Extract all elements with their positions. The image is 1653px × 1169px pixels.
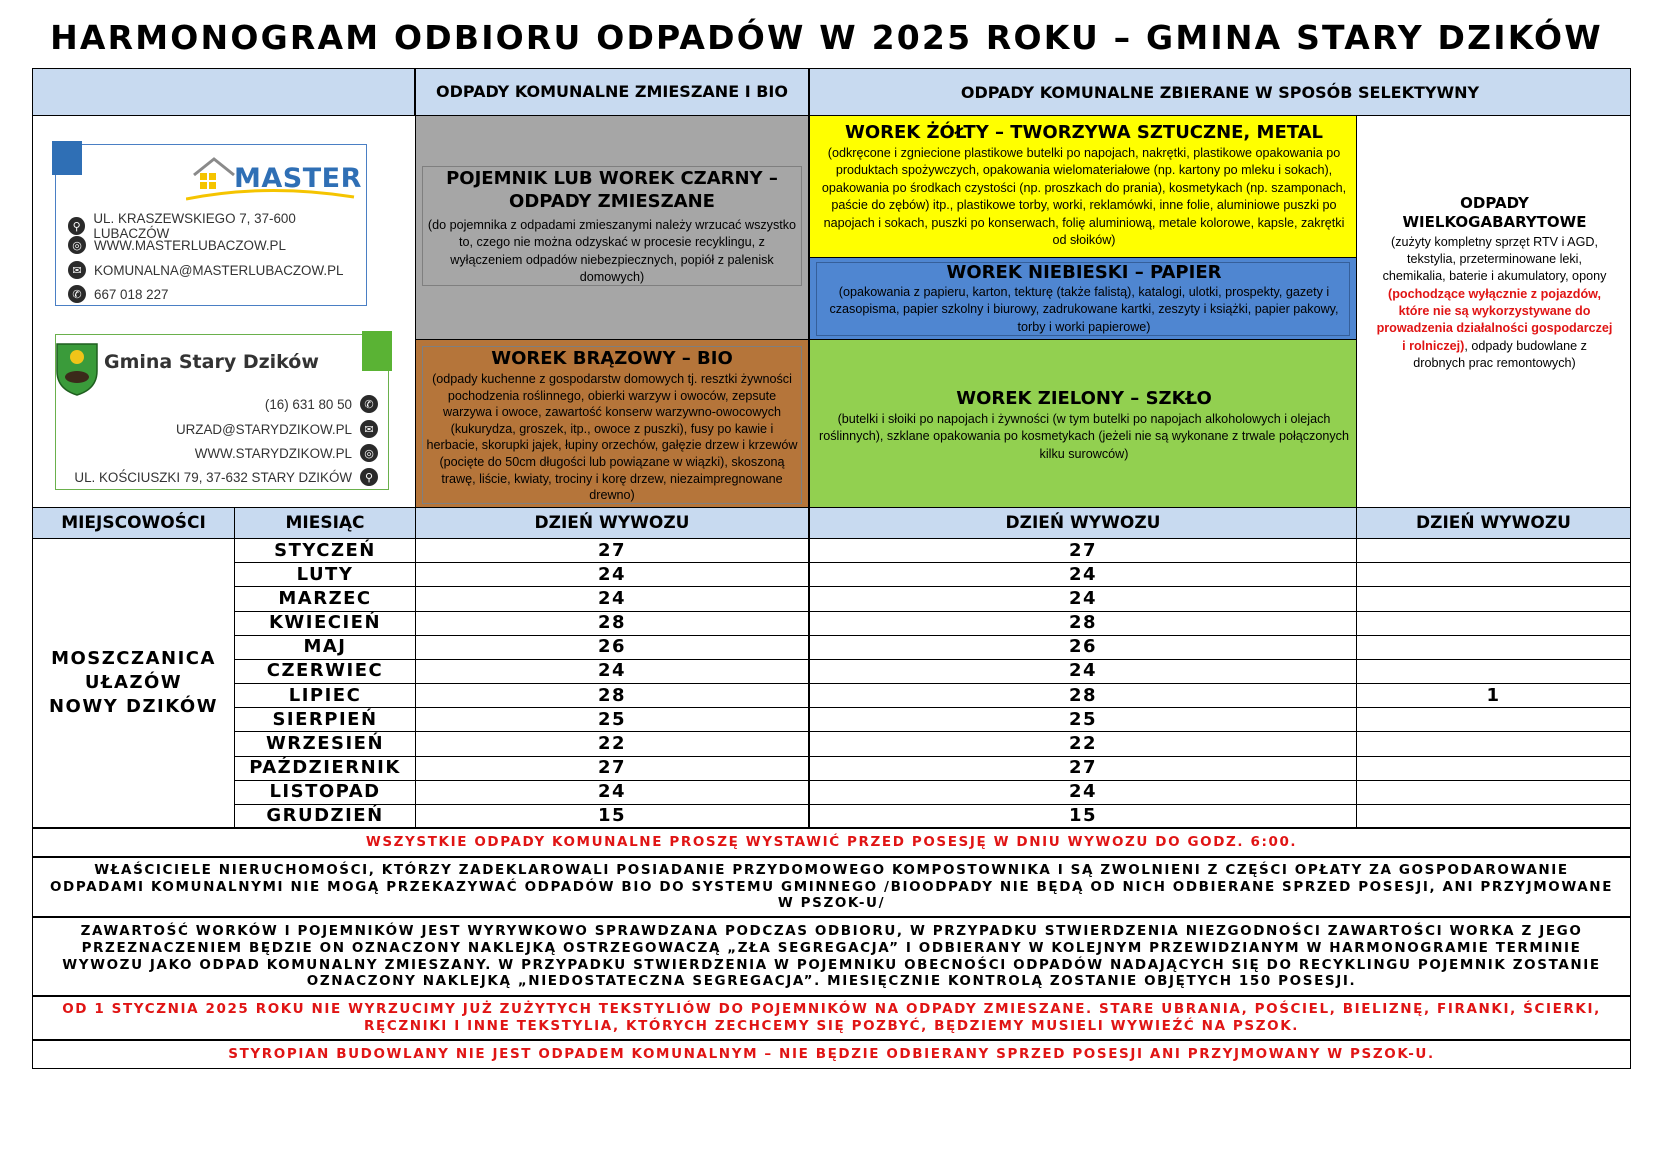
category-bulky-content — [1365, 194, 1624, 373]
map-pin-icon: ⚲ — [68, 217, 85, 235]
header-pickup-day-mixed — [415, 507, 809, 539]
category-brown-desc: (odpady kuchenne z gospodarstw domowych tj. resztki żywności pochodzenia roślinnego, obierki warzyw i owoców, zepsute warzywa i owoce, zawartość konserw warzywno-owocowych (kukurydza, groszek, itp., owoce z puszki), fusy po kawie i herbacie, skorupki jajek, łupiny orzechów, gałęzie drzew i krzewów (pocięte do 50cm długości lub powiązane w wiązki), skoszoną trawę, liście, kwiaty, trociny i korę drzew, niezaimpregnowane drewno) — [426, 372, 798, 503]
note-deadline-text: WSZYSTKIE ODPADY KOMUNALNE PROSZĘ WYSTAWIĆ PRZED POSESJĘ W DNIU WYWOZU DO GODZ. 6:00. — [365, 834, 1298, 851]
month-label: LIPIEC — [288, 684, 362, 706]
pickup-day-bulky — [1356, 635, 1631, 659]
globe-icon: ◎ — [360, 444, 378, 462]
category-green-content — [816, 388, 1352, 463]
month-label: STYCZEŃ — [274, 539, 376, 561]
category-yellow-desc: (odkręcone i zgniecione plastikowe butelki po napojach, nakrętki, plastikowe opakowania po produktach spożywczych, opakowania wielomateriałowe (np. kartony po mleku i sokach), opakowania po środkach czystości (np. proszkach do prania), kosmetykach (np. szamponach, paście do zębów) itp., plastikowe torby, worki, reklamówki, inne folie, aluminiowe puszki po napojach i sokach, puszki po konserwach, folię aluminiową, metale kolorowe, kapsle, zakrętki od słoików) — [821, 146, 1347, 247]
pickup-day-bulky — [1356, 538, 1631, 562]
map-pin-icon: ⚲ — [360, 468, 378, 486]
category-brown-content — [426, 348, 798, 504]
note-composter — [32, 856, 1631, 917]
pickup-day-selective: 25 — [1068, 708, 1098, 730]
month-label: PAŹDZIERNIK — [249, 757, 401, 779]
pickup-day-bulky: 1 — [1486, 684, 1501, 706]
gmina-phone-text: (16) 631 80 50 — [264, 396, 352, 412]
pickup-day-bulky — [1356, 562, 1631, 586]
category-brown-title: WOREK BRĄZOWY – BIO — [491, 348, 733, 369]
mail-icon: ✉ — [68, 261, 86, 279]
master-website[interactable] — [68, 236, 286, 254]
gmina-website[interactable] — [195, 444, 378, 462]
header-selective — [809, 68, 1631, 116]
month-label: LUTY — [296, 563, 354, 585]
note-styrofoam — [32, 1039, 1631, 1069]
category-brown-bio — [415, 339, 809, 508]
header-mixed-bio-label: ODPADY KOMUNALNE ZMIESZANE I BIO — [436, 82, 788, 102]
category-yellow-content — [816, 122, 1352, 249]
month-label: MAJ — [303, 636, 347, 658]
master-phone-text: 667 018 227 — [94, 286, 169, 302]
pickup-day-selective: 27 — [1068, 757, 1098, 779]
header-month — [234, 507, 416, 539]
mail-icon: ✉ — [360, 420, 378, 438]
pickup-day-mixed-bio: 28 — [597, 612, 627, 634]
pickup-day-mixed-bio: 25 — [597, 708, 627, 730]
master-website-text: WWW.MASTERLUBACZOW.PL — [94, 237, 286, 253]
pickup-day-bulky — [1356, 780, 1631, 804]
header-month-label: MIESIĄC — [285, 513, 365, 533]
pickup-day-selective: 24 — [1068, 660, 1098, 682]
page-title: HARMONOGRAM ODBIORU ODPADÓW W 2025 ROKU – GMINA STARY DZIKÓW — [50, 18, 1603, 57]
coat-of-arms-icon — [54, 341, 100, 397]
pickup-day-mixed-bio: 27 — [597, 539, 627, 561]
category-bulky-title: ODPADY WIELKOGABARYTOWE — [1402, 194, 1587, 231]
note-textiles-text: OD 1 STYCZNIA 2025 ROKU NIE WYRZUCIMY JUŻ ZUŻYTYCH TEKSTYLIÓW DO POJEMNIKÓW NA ODPADY ZMIESZANE. STARE UBRANIA, POŚCIEL, BIELIZNĘ, FIRANKI, ŚCIERKI, RĘCZNIKI I INNE TEKSTYLIA, KTÓRYCH ZECHCEMY SIĘ POZBYĆ, BĘDZIEMY MUSIELI WYWIEŹĆ NA PSZOK. — [62, 1001, 1601, 1034]
pickup-day-bulky — [1356, 611, 1631, 635]
gmina-address — [74, 468, 378, 486]
master-phone[interactable] — [68, 285, 168, 303]
locations-cell — [32, 538, 235, 828]
master-email[interactable] — [68, 261, 343, 279]
category-green-desc: (butelki i słoiki po napojach i żywności (w tym butelki po napojach alkoholowych i olejach roślinnych), szklane opakowania po kosmetykach (jeżeli nie są wykonane z trwale połączonych kilku surowców) — [819, 412, 1349, 461]
month-label: MARZEC — [278, 587, 372, 609]
header-pickup-day-bulky-label: DZIEŃ WYWOZU — [1416, 513, 1571, 533]
pickup-day-mixed-bio: 22 — [597, 732, 627, 754]
pickup-day-mixed-bio: 24 — [597, 587, 627, 609]
category-yellow — [809, 115, 1357, 258]
month-label: CZERWIEC — [266, 660, 384, 682]
master-email-text: KOMUNALNA@MASTERLUBACZOW.PL — [94, 262, 344, 278]
gmina-email-text: URZAD@STARYDZIKOW.PL — [175, 421, 352, 437]
month-label: LISTOPAD — [269, 781, 381, 803]
location-3: NOWY DZIKÓW — [48, 695, 218, 717]
category-bulky — [1356, 115, 1631, 508]
header-locations-label: MIEJSCOWOŚCI — [61, 513, 206, 533]
gmina-name: Gmina Stary Dzików — [104, 351, 319, 373]
pickup-day-selective: 15 — [1068, 805, 1098, 827]
schedule-table — [32, 68, 1631, 1121]
master-logo — [186, 153, 362, 203]
note-deadline — [32, 827, 1631, 857]
category-blue — [809, 257, 1357, 340]
pickup-day-selective: 27 — [1068, 539, 1098, 561]
pickup-day-selective: 24 — [1068, 563, 1098, 585]
contact-logos-cell — [32, 115, 416, 508]
category-green — [809, 339, 1357, 508]
header-pickup-day-mixed-label: DZIEŃ WYWOZU — [534, 513, 690, 533]
globe-icon: ◎ — [68, 236, 86, 254]
header-pickup-day-bulky — [1356, 507, 1631, 539]
pickup-day-selective: 24 — [1068, 587, 1098, 609]
category-black-desc: (do pojemnika z odpadami zmieszanymi należy wrzucać wszystko to, czego nie można odzyskać w procesie recyklingu, z wyłączeniem odpadów niebezpiecznych, popiół z palenisk domowych) — [427, 218, 797, 285]
master-logo-text: MASTER — [234, 163, 362, 194]
header-mixed-bio — [415, 68, 809, 116]
header-blank — [32, 68, 415, 116]
pickup-day-mixed-bio: 15 — [597, 805, 627, 827]
month-label: WRZESIEŃ — [265, 732, 385, 754]
category-bulky-desc-a: (zużyty kompletny sprzęt RTV i AGD, tekstylia, przeterminowane leki, chemikalia, baterie i akumulatory, opony — [1382, 234, 1607, 284]
category-green-title: WOREK ZIELONY – SZKŁO — [956, 388, 1212, 409]
category-black-content — [426, 168, 798, 287]
header-locations — [32, 507, 235, 539]
pickup-day-mixed-bio: 28 — [597, 684, 627, 706]
month-label: GRUDZIEŃ — [266, 805, 384, 827]
pickup-day-selective: 22 — [1068, 732, 1098, 754]
gmina-logo-block — [55, 334, 389, 490]
pickup-day-bulky — [1356, 586, 1631, 610]
note-styrofoam-text: STYROPIAN BUDOWLANY NIE JEST ODPADEM KOMUNALNYM – NIE BĘDZIE ODBIERANY SPRZED POSESJI ANI PRZYJMOWANY W PSZOK-U. — [228, 1046, 1435, 1063]
pickup-day-selective: 24 — [1068, 781, 1098, 803]
pickup-day-bulky — [1356, 707, 1631, 731]
pickup-day-mixed-bio: 24 — [597, 660, 627, 682]
note-inspection-text: ZAWARTOŚĆ WORKÓW I POJEMNIKÓW JEST WYRYWKOWO SPRAWDZANA PODCZAS ODBIORU, W PRZYPADKU STWIERDZENIA NIEZGODNOŚCI ZAWARTOŚCI WORKA Z JEGO PRZEZNACZENIEM BĘDZIE ON OZNACZONY NAKLEJKĄ OSTRZEGOWACZĄ „ZŁA SEGREGACJA” I ODBIERANY W KOLEJNYM PRZEWIDZIANYM W HARMONOGRAMIE TERMINIE WYWOZU JAKO ODPAD KOMUNALNY ZMIESZANY. W PRZYPADKU STWIERDZENIA W POJEMNIKU OBECNOŚCI ODPADÓW NADAJĄCYCH SIĘ DO RECYKLINGU POJEMNIK ZOSTANIE OZNACZONY NAKLEJKĄ „NIEDOSTATECZNA SEGREGACJA”. MIESIĘCZNIE KONTROLĄ ZOSTANIE OBJĘTYCH 150 POSESJI. — [62, 922, 1601, 990]
location-1: MOSZCZANICA — [51, 648, 216, 670]
pickup-day-mixed-bio: 24 — [597, 563, 627, 585]
header-pickup-day-selective — [809, 507, 1357, 539]
master-logo-block — [55, 144, 367, 306]
category-black-bin — [415, 115, 809, 340]
category-black-title: POJEMNIK LUB WOREK CZARNY – ODPADY ZMIESZANE — [446, 168, 778, 212]
category-blue-title: WOREK NIEBIESKI – PAPIER — [946, 262, 1222, 283]
gmina-address-text: UL. KOŚCIUSZKI 79, 37-632 STARY DZIKÓW — [74, 469, 352, 485]
header-selective-label: ODPADY KOMUNALNE ZBIERANE W SPOSÓB SELEKTYWNY — [960, 82, 1480, 102]
category-bulky-desc — [1365, 234, 1624, 373]
pickup-day-mixed-bio: 24 — [597, 781, 627, 803]
master-address-text: UL. KRASZEWSKIEGO 7, 37-600 LUBACZÓW — [93, 211, 296, 241]
phone-icon: ✆ — [68, 285, 86, 303]
pickup-day-mixed-bio: 27 — [597, 757, 627, 779]
location-2: UŁAZÓW — [84, 672, 183, 694]
pickup-day-mixed-bio: 26 — [597, 636, 627, 658]
pickup-day-selective: 26 — [1068, 636, 1098, 658]
category-blue-content — [820, 262, 1348, 336]
category-blue-desc: (opakowania z papieru, karton, tekturę (także falistą), katalogi, ulotki, prospekty, gazety i czasopisma, papier szkolny i biurowy, zadrukowane kartki, zeszyty i książki, papier pakowy, torby i worki papierowe) — [829, 285, 1339, 334]
gmina-website-text: WWW.STARYDZIKOW.PL — [194, 445, 352, 461]
category-bulky-desc-b: , odpady budowlane z drobnych prac remontowych) — [1413, 338, 1587, 371]
pickup-day-selective: 28 — [1068, 684, 1098, 706]
pickup-day-selective: 28 — [1068, 612, 1098, 634]
header-pickup-day-selective-label: DZIEŃ WYWOZU — [1005, 513, 1161, 533]
month-label: KWIECIEŃ — [268, 612, 382, 634]
master-corner-square — [52, 141, 82, 175]
pickup-day-bulky — [1356, 756, 1631, 780]
pickup-day-bulky — [1356, 659, 1631, 683]
gmina-phone[interactable] — [265, 395, 378, 413]
pickup-day-bulky — [1356, 731, 1631, 755]
category-yellow-title: WOREK ŻÓŁTY – TWORZYWA SZTUCZNE, METAL — [844, 122, 1324, 143]
note-composter-text: WŁAŚCICIELE NIERUCHOMOŚCI, KTÓRZY ZADEKLAROWALI POSIADANIE PRZYDOMOWEGO KOMPOSTOWNIKA I SĄ ZWOLNIENI Z CZĘŚCI OPŁATY ZA GOSPODAROWANIE ODPADAMI KOMUNALNYMI NIE MOGĄ PRZEKAZYWAĆ ODPADÓW BIO DO SYSTEMU GMINNEGO /BIOODPADY NIE BĘDĄ OD NICH ODBIERANE SPRZED POSESJI, ANI PRZYJMOWANE W PSZOK-U/ — [49, 861, 1614, 912]
pickup-day-bulky — [1356, 804, 1631, 828]
note-textiles — [32, 995, 1631, 1040]
phone-icon: ✆ — [360, 395, 378, 413]
category-bulky-desc-red: (pochodzące wyłącznie z pojazdów, które nie są wykorzystywane do prowadzenia działalności gospodarczej i rolniczej) — [1376, 286, 1613, 353]
note-inspection — [32, 916, 1631, 996]
month-label: SIERPIEŃ — [272, 708, 378, 730]
gmina-email[interactable] — [176, 420, 378, 438]
gmina-corner-square — [362, 331, 392, 371]
